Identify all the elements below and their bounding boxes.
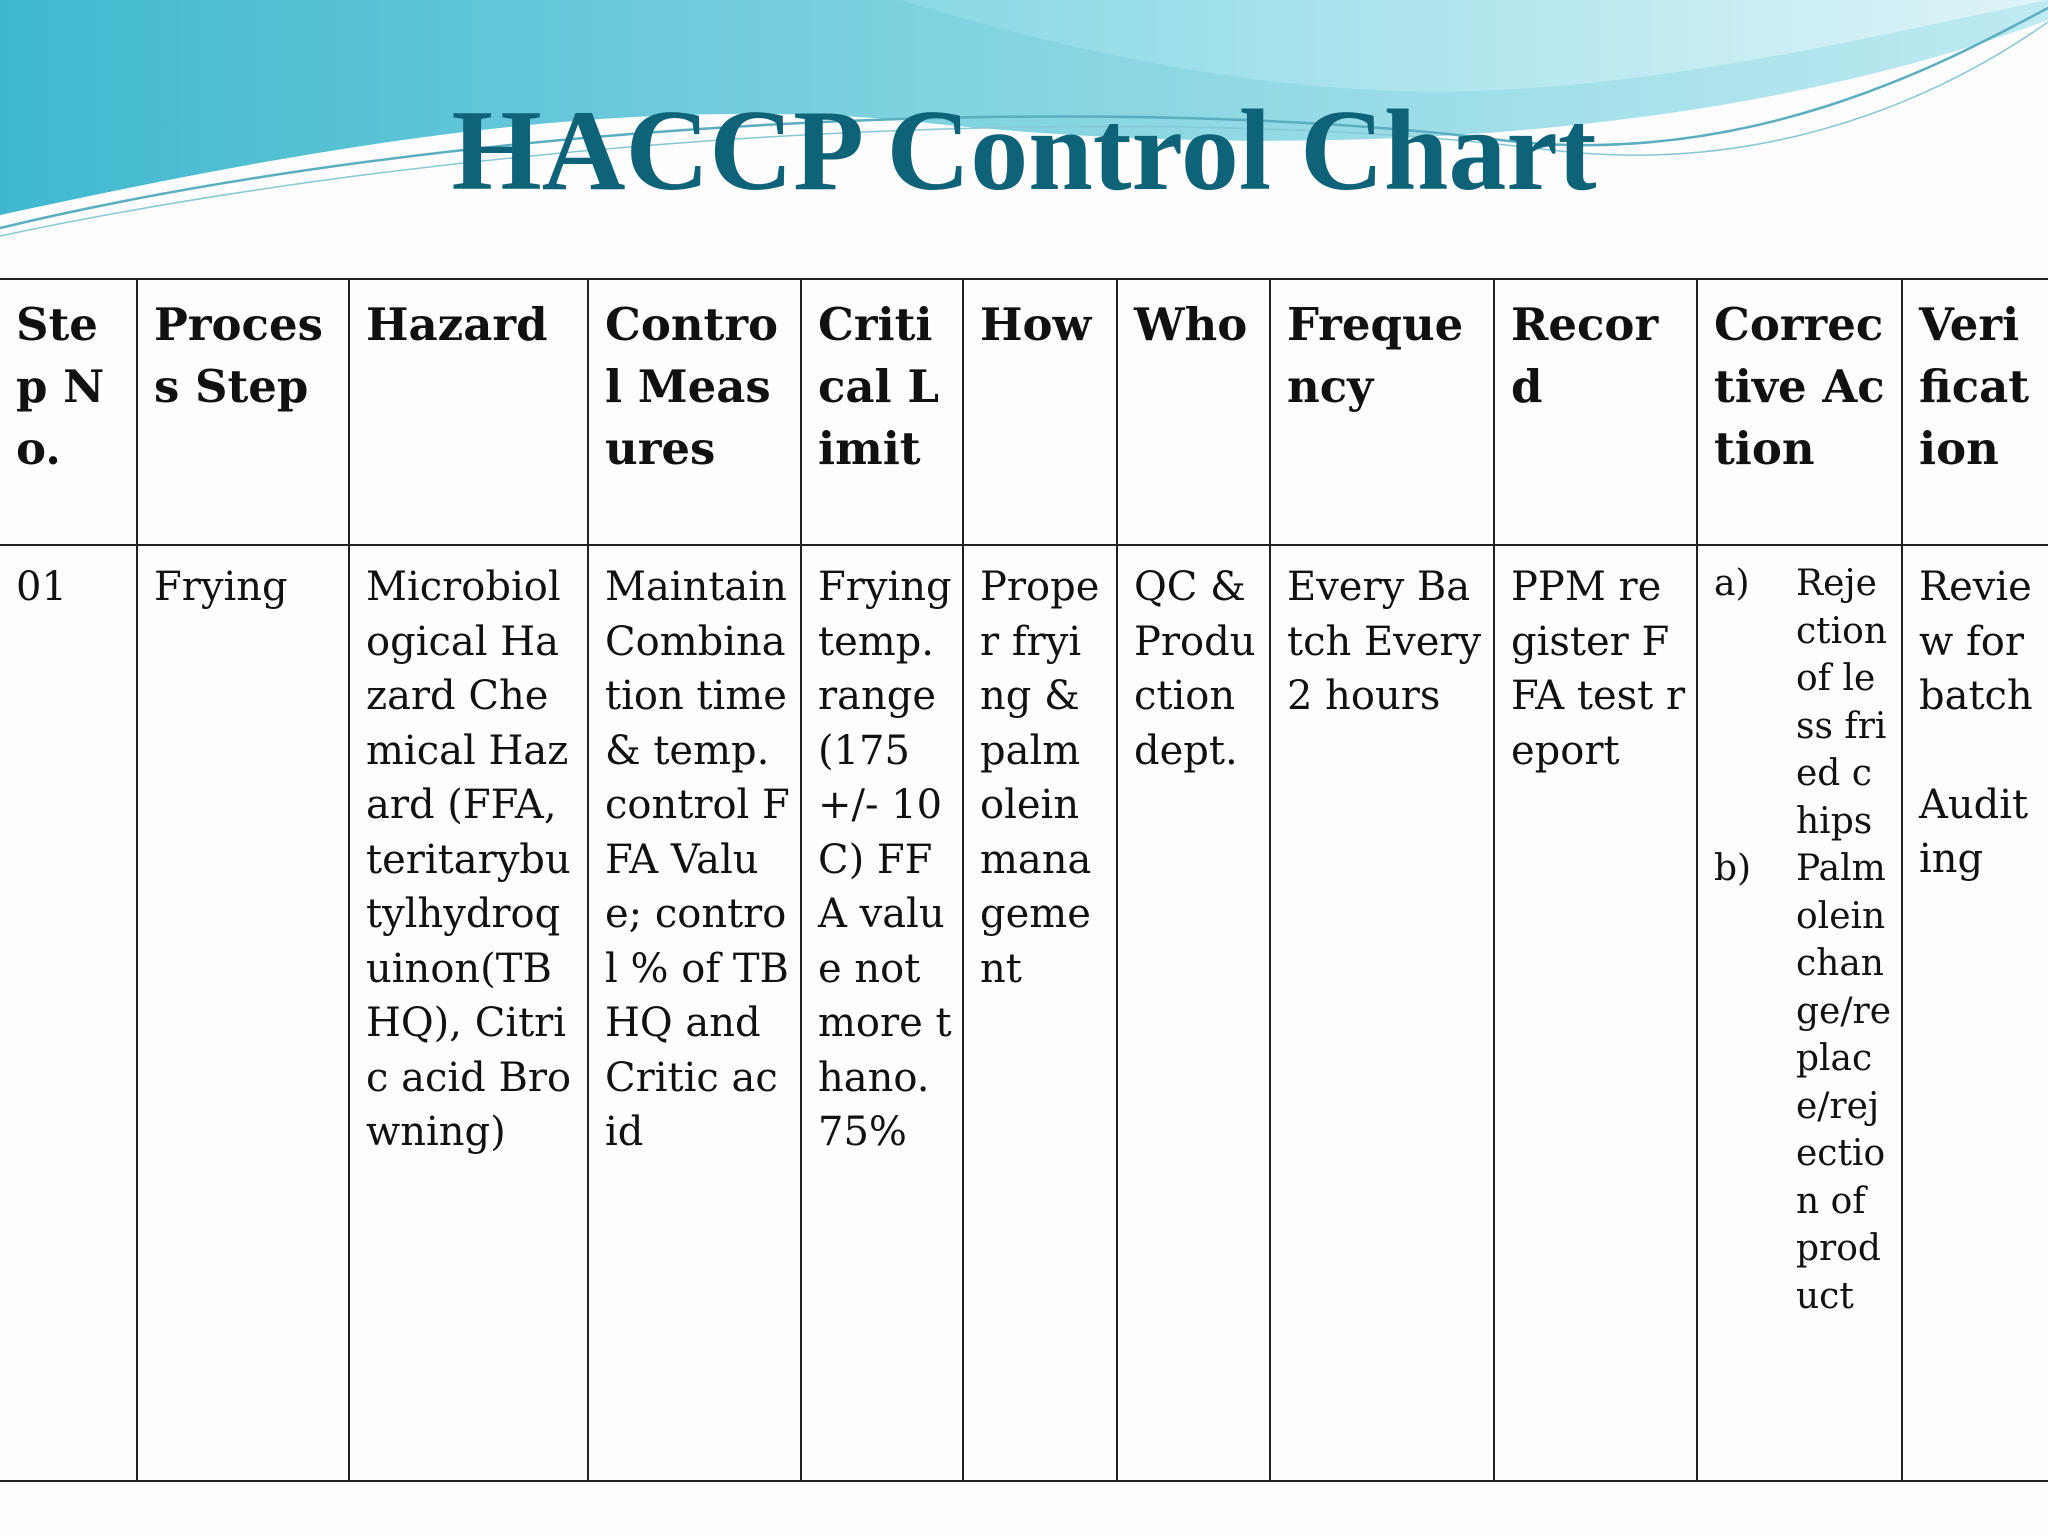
header-who: Who xyxy=(1117,279,1270,545)
cell-process-step: Frying xyxy=(137,545,349,1481)
cell-critical-limit: Frying temp. range (175+/- 10C) FFA value not more thano.75% xyxy=(801,545,963,1481)
cell-how: Proper frying & palm olein management xyxy=(963,545,1117,1481)
cell-verification xyxy=(1902,545,2048,1481)
header-verification: Verification xyxy=(1902,279,2048,545)
header-step-no: Step No. xyxy=(0,279,137,545)
cell-control-measures: Maintain Combination time & temp. control FFA Value; control % of TBHQ and Critic acid xyxy=(588,545,801,1481)
header-corrective-action: Corrective Action xyxy=(1697,279,1902,545)
cell-step-no: 01 xyxy=(0,545,137,1481)
table-row xyxy=(0,545,2048,1481)
verification-line-1: Review for batch xyxy=(1919,564,2033,719)
header-record: Record xyxy=(1494,279,1697,545)
list-item-text: Rejection of less fried chips xyxy=(1796,563,1888,842)
verification-line-2: Auditing xyxy=(1919,781,2029,882)
header-how: How xyxy=(963,279,1117,545)
list-item xyxy=(1714,560,1891,845)
cell-corrective-action xyxy=(1697,545,1902,1481)
page-title: HACCP Control Chart xyxy=(451,87,1597,215)
header-hazard: Hazard xyxy=(349,279,588,545)
cell-record: PPM register FFA test report xyxy=(1494,545,1697,1481)
list-marker: b) xyxy=(1714,848,1752,889)
header-process-step: Process Step xyxy=(137,279,349,545)
list-item-text: Palm olein change/replace/rejection of product xyxy=(1796,848,1891,1317)
header-frequency: Frequency xyxy=(1270,279,1494,545)
header-critical-limit: Critical Limit xyxy=(801,279,963,545)
list-item xyxy=(1714,845,1891,1320)
corrective-action-list xyxy=(1714,560,1891,1320)
header-control-measures: Control Measures xyxy=(588,279,801,545)
cell-who: QC & Production dept. xyxy=(1117,545,1270,1481)
cell-frequency: Every Batch Every 2 hours xyxy=(1270,545,1494,1481)
cell-hazard: Microbiological Hazard Chemical Hazard (FFA, teritarybutylhydroquinon(TBHQ), Citric acid Browning) xyxy=(349,545,588,1481)
haccp-control-table xyxy=(0,278,2048,1482)
list-marker: a) xyxy=(1714,563,1750,604)
table-header-row xyxy=(0,279,2048,545)
